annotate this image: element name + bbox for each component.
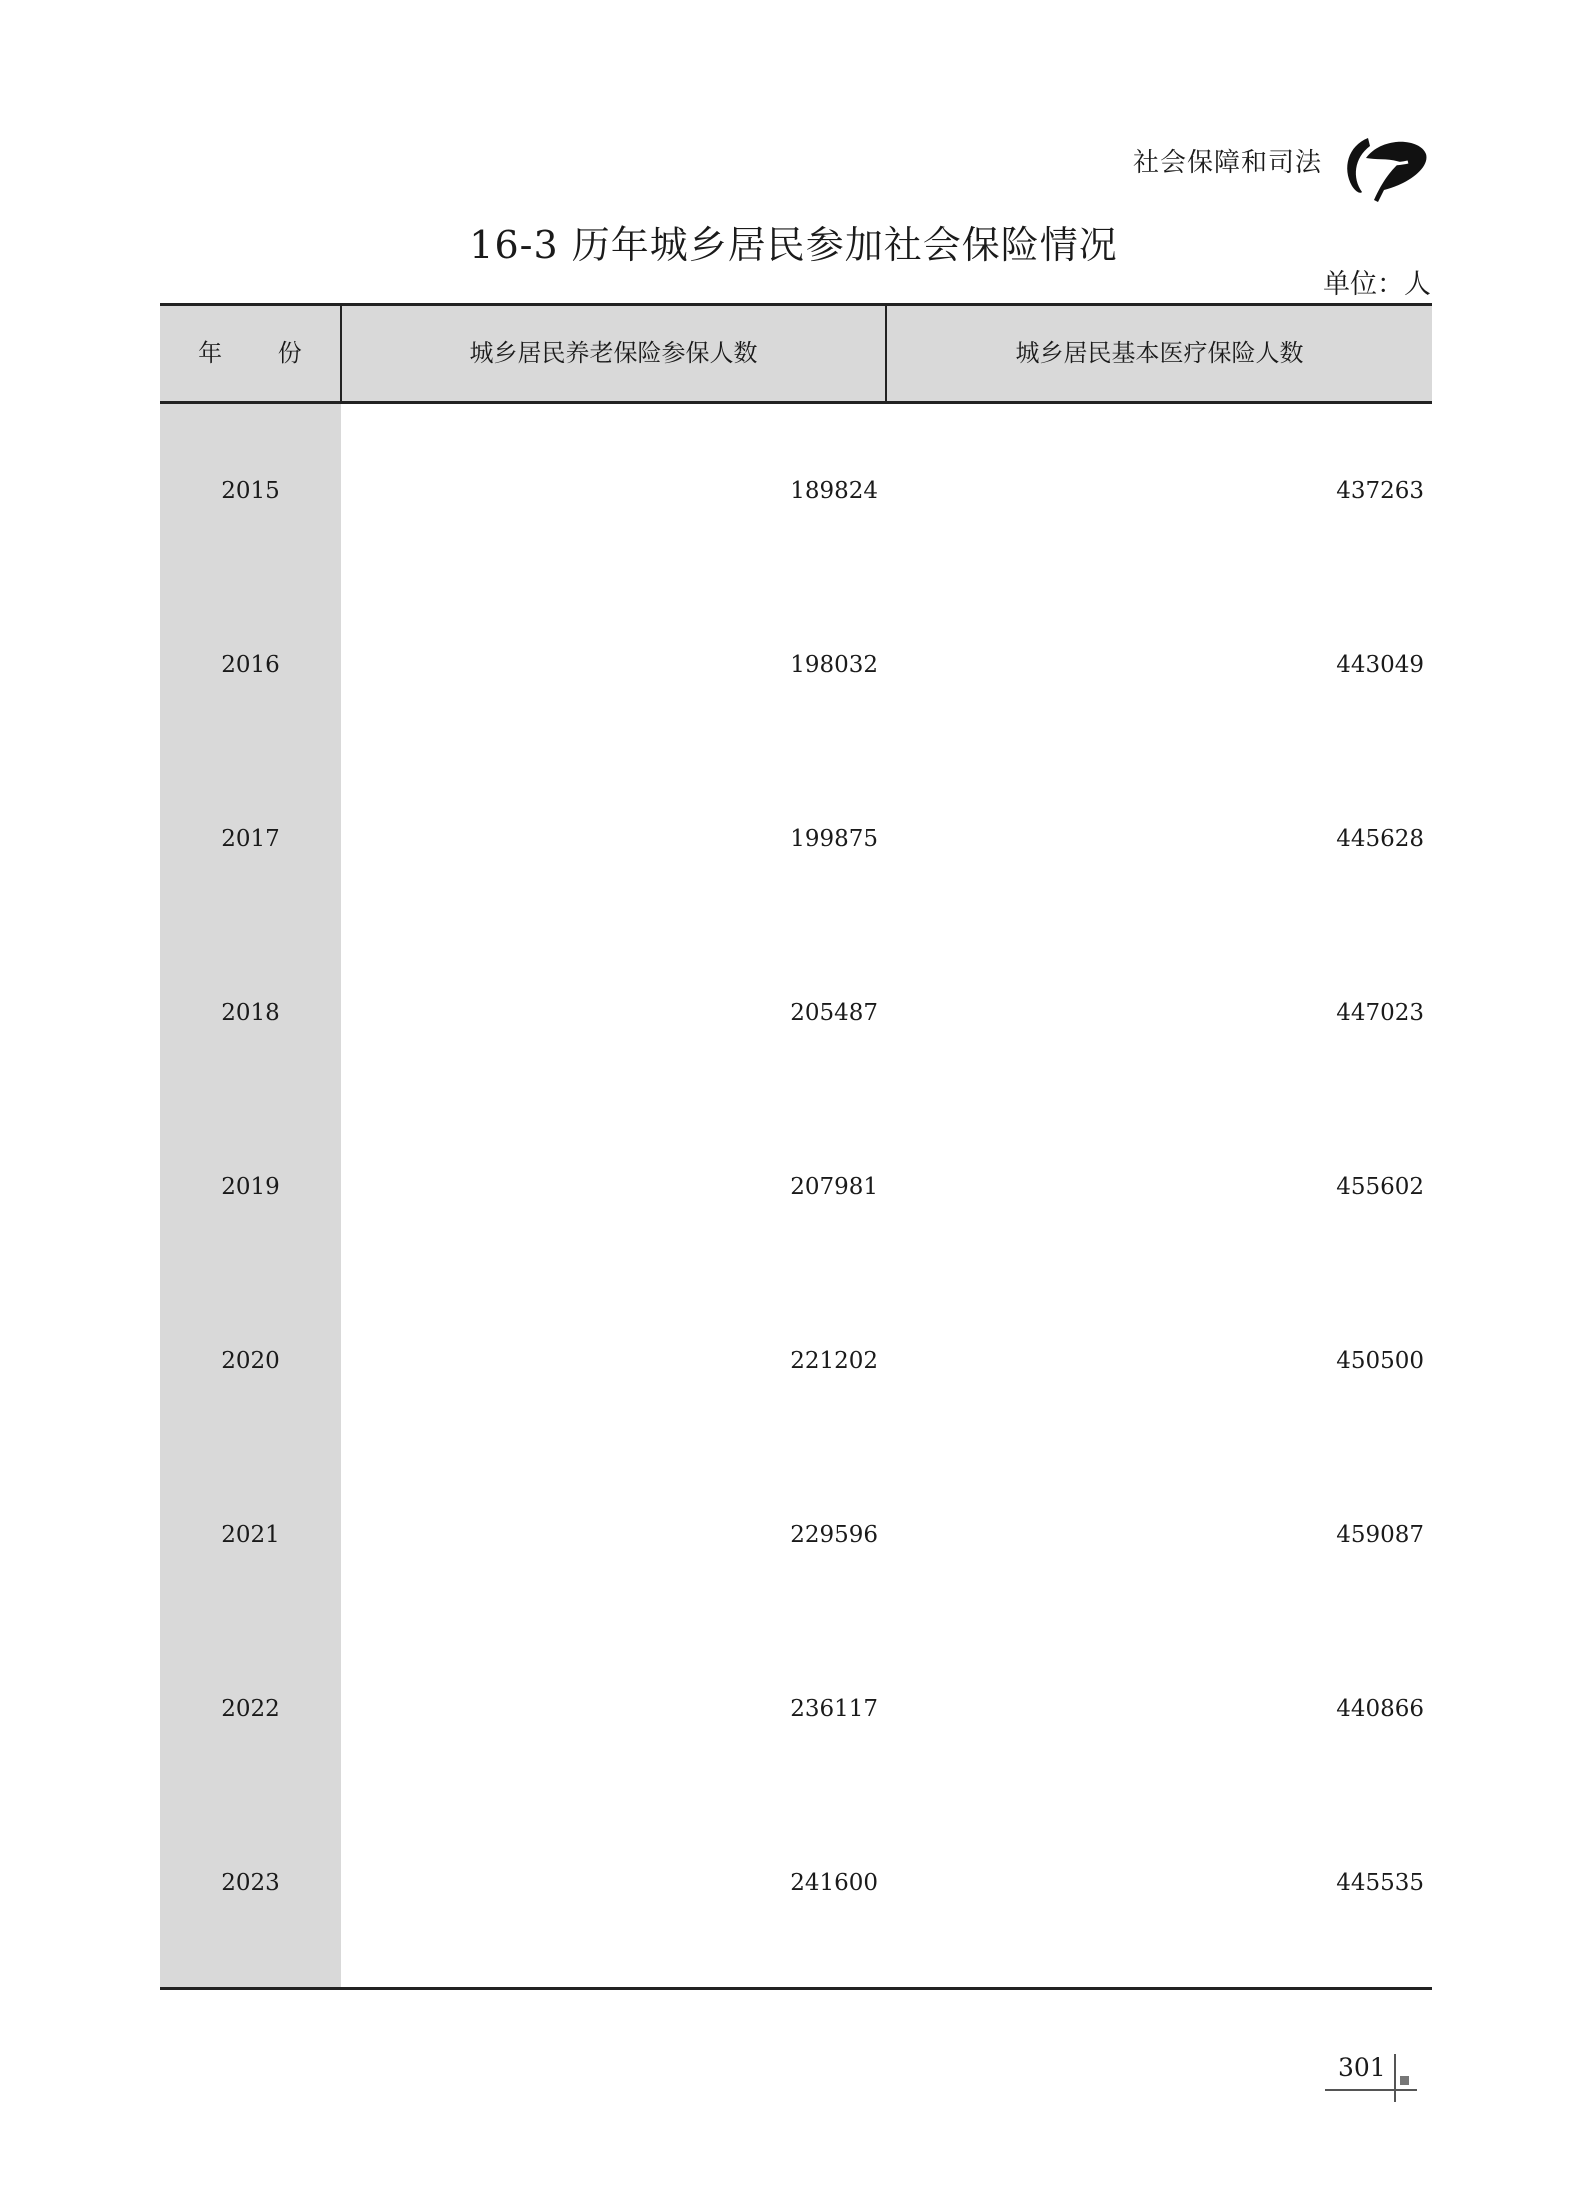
table-row <box>160 926 1432 1100</box>
pension-cell: 207981 <box>790 1174 878 1200</box>
table-row <box>160 1622 1432 1796</box>
column-header-year: 年 份 <box>198 339 326 367</box>
medical-cell: 445628 <box>1336 826 1424 852</box>
table-row <box>160 1274 1432 1448</box>
year-cell: 2020 <box>221 1348 280 1374</box>
table-row <box>160 1100 1432 1274</box>
year-cell: 2022 <box>221 1696 280 1722</box>
pension-cell: 199875 <box>790 826 878 852</box>
table-bottom-rule <box>160 1987 1432 1990</box>
column-header-medical: 城乡居民基本医疗保险人数 <box>1015 339 1304 367</box>
pension-cell: 198032 <box>790 652 878 678</box>
table-title: 16-3 历年城乡居民参加社会保险情况 <box>469 223 1118 267</box>
pension-cell: 241600 <box>790 1870 878 1896</box>
table-row <box>160 752 1432 926</box>
chapter-logo-icon <box>1338 128 1430 204</box>
medical-cell: 445535 <box>1336 1870 1424 1896</box>
medical-cell: 455602 <box>1336 1174 1424 1200</box>
medical-cell: 450500 <box>1336 1348 1424 1374</box>
table-body <box>160 404 1432 1987</box>
pension-cell: 229596 <box>790 1522 878 1548</box>
medical-cell: 447023 <box>1336 1000 1424 1026</box>
table-row <box>160 404 1432 578</box>
page-corner-mark <box>1325 2052 1417 2104</box>
unit-label: 单位：人 <box>1323 269 1431 300</box>
table-row <box>160 578 1432 752</box>
year-cell: 2015 <box>221 478 280 504</box>
column-header-pension: 城乡居民养老保险参保人数 <box>469 339 758 367</box>
year-cell: 2019 <box>221 1174 280 1200</box>
pension-cell: 189824 <box>790 478 878 504</box>
pension-cell: 205487 <box>790 1000 878 1026</box>
medical-cell: 443049 <box>1336 652 1424 678</box>
table-row <box>160 1796 1432 1970</box>
data-table <box>160 303 1432 1990</box>
pension-cell: 221202 <box>790 1348 878 1374</box>
year-cell: 2021 <box>221 1522 280 1548</box>
medical-cell: 440866 <box>1336 1696 1424 1722</box>
year-cell: 2023 <box>221 1870 280 1896</box>
chapter-header <box>1100 128 1430 208</box>
page-number: 301 <box>1338 2053 1386 2082</box>
medical-cell: 437263 <box>1336 478 1424 504</box>
year-cell: 2017 <box>221 826 280 852</box>
chapter-title: 社会保障和司法 <box>1132 148 1322 178</box>
year-cell: 2016 <box>221 652 280 678</box>
table-row <box>160 1448 1432 1622</box>
pension-cell: 236117 <box>790 1696 878 1722</box>
year-cell: 2018 <box>221 1000 280 1026</box>
medical-cell: 459087 <box>1336 1522 1424 1548</box>
